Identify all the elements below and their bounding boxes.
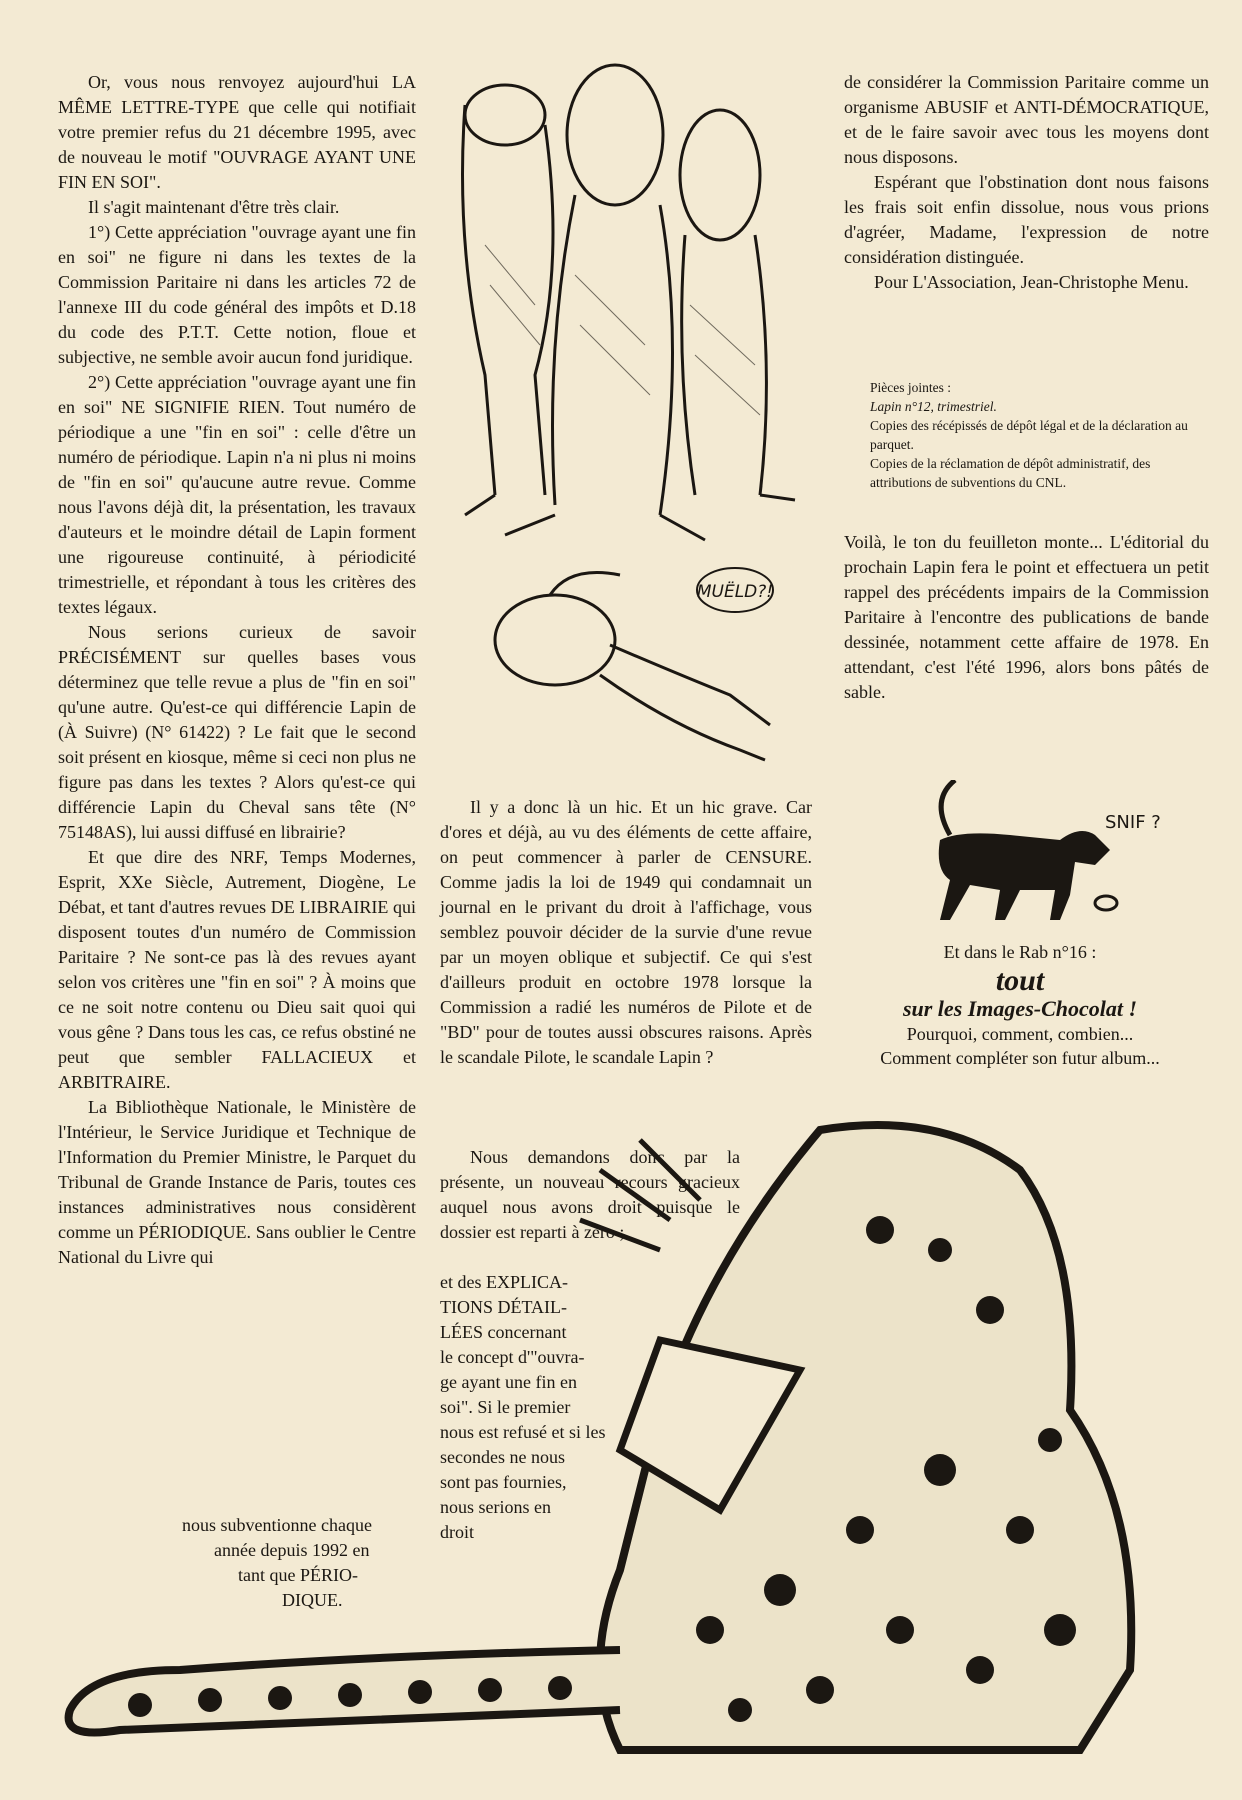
note: Copies des récépissés de dépôt légal et de la déclaration au parquet. [870,418,1188,452]
column-middle [440,795,812,1070]
tail-line: année depuis 1992 en [214,1540,370,1560]
bubble-text: MUËLD?! [696,582,774,602]
column-left [58,70,416,1270]
column-right [844,70,1209,295]
epilogue [844,530,1209,705]
bubble-text: SNIF ? [1105,812,1161,833]
figures-illustration [445,45,805,550]
text-line: TIONS DÉTAIL- [440,1297,568,1317]
note: Pièces jointes : [870,380,951,395]
paragraph: Il y a donc là un hic. Et un hic grave. Car d'ores et déjà, au vu des éléments de cette affaire, on peut commencer à parler de CENSURE. Comme jadis la loi de 1949 qui condamnait un journal en le privant du droit à l'affichage, vous semblez pouvoir décider de la survie d'une revue par un moyen oblique et subjectif. Ce qui s'est d'ailleurs produit en octobre 1978 lorsque la Commission a radié les numéros de Pilote et de "BD" pour de toutes aussi obscures raisons. Après le scandale Pilote, le scandale Lapin ? [440,797,812,1067]
signature: Pour L'Association, Jean-Christophe Menu. [874,272,1189,292]
tail-line: tant que PÉRIO- [238,1565,358,1585]
text-line: droit [440,1522,474,1542]
text-line: le concept d'"ouvra- [440,1347,585,1367]
paragraph: La Bibliothèque Nationale, le Ministère de l'Intérieur, le Service Juridique et Technique de l'Information du Premier Ministre, le Parquet du Tribunal de Grande Instance de Paris, toutes ces instances administratives nous considèrent comme un PÉRIODIQUE. Sans oublier le Centre National du Livre qui [58,1097,416,1267]
text-line: nous est refusé et si les [440,1422,606,1442]
paragraph: Espérant que l'obstination dont nous faisons les frais soit enfin dissolue, nous vous prions d'agréer, Madame, l'expression de notre considération distinguée. [844,172,1209,267]
leopard-illustration [60,1110,1200,1770]
paragraph: Nous demandons donc par la présente, un nouveau recours gracieux auquel nous avons droit puisque le dossier est reparti à zéro ; [440,1147,740,1242]
text-line: sont pas fournies, [440,1472,567,1492]
paragraph: de considérer la Commission Paritaire comme un organisme ABUSIF et ANTI-DÉMOCRATIQUE, et de le faire savoir avec tous les moyens dont nous disposons. [844,72,1209,167]
rab-line: Comment compléter son futur album... [880,1048,1160,1068]
paragraph: Nous serions curieux de savoir PRÉCISÉMENT sur quelles bases vous déterminez que telle revue a plus de "fin en soi" qu'une autre. Qu'est-ce qui différencie Lapin de (À Suivre) (N° 61422) ? Le fait que le second soit présent en kiosque, même si ceci non plus ne figure pas dans les textes ? Alors qu'est-ce qui différencie Lapin du Cheval sans tête (N° 75148AS), lui aussi diffusé en librairie? [58,622,416,842]
rab-headline: tout [995,964,1045,997]
text-line: et des EXPLICA- [440,1272,568,1292]
attachments [870,378,1210,492]
tail-line: DIQUE. [282,1590,343,1610]
text-line: soi". Si le premier [440,1397,571,1417]
dog-illustration [910,780,1170,930]
tail-line: nous subventionne chaque [182,1515,372,1535]
text-line: secondes ne nous [440,1447,565,1467]
lying-figure-illustration [480,555,800,770]
rab-announcement [820,940,1220,1070]
note: Copies de la réclamation de dépôt administratif, des attributions de subventions du CNL. [870,456,1151,490]
paragraph: Il s'agit maintenant d'être très clair. [88,197,340,217]
rab-line: Et dans le Rab n°16 : [943,942,1097,962]
note: Lapin n°12, trimestriel. [870,399,997,414]
paragraph: 2°) Cette appréciation "ouvrage ayant une fin en soi" NE SIGNIFIE RIEN. Tout numéro de périodique a une "fin en soi" : celle d'être un numéro de périodique. Lapin n'a ni plus ni moins de "fin en soi" qu'aucune autre revue. Comme nous l'avons déjà dit, la présentation, les travaux d'auteurs et le moindre détail de Lapin forment une rigoureuse continuité, à périodicité trimestrielle, et répondant à tous les critères des textes légaux. [58,372,416,617]
text-line: ge ayant une fin en [440,1372,577,1392]
paragraph: 1°) Cette appréciation "ouvrage ayant une fin en soi" ne figure ni dans les textes de la Commission Paritaire ni dans les articles 72 de l'annexe III du code général des impôts et D.18 du code des P.T.T. Cette notion, floue et subjective, ne semble avoir aucun fond juridique. [58,222,416,367]
paragraph: Voilà, le ton du feuilleton monte... L'éditorial du prochain Lapin fera le point et effectuera un petit rappel des précédents impairs de la Commission Paritaire à l'encontre des publications de bande dessinée, notamment cette affaire de 1978. En attendant, c'est l'été 1996, alors bons pâtés de sable. [844,532,1209,702]
paragraph: Et que dire des NRF, Temps Modernes, Esprit, XXe Siècle, Autrement, Diogène, Le Débat, et tant d'autres revues DE LIBRAIRIE qui disposent toutes d'un numéro de Commission Paritaire ? Ne sont-ce pas là des revues ayant selon vos critères une "fin en soi" ? À moins que ce ne soit notre contenu ou Dieu sait quoi qui vous gêne ? Dans tous les cas, ce refus obstiné ne peut que sembler FALLACIEUX et ARBITRAIRE. [58,847,416,1092]
text-line: LÉES concernant [440,1322,567,1342]
rab-line: Pourquoi, comment, combien... [906,1024,1134,1044]
text-line: nous serions en [440,1497,551,1517]
rab-subheadline: sur les Images-Chocolat ! [902,996,1138,1021]
paragraph: Or, vous nous renvoyez aujourd'hui LA MÊME LETTRE-TYPE que celle qui notifiait votre premier refus du 21 décembre 1995, avec de nouveau le motif "OUVRAGE AYANT UNE FIN EN SOI". [58,72,416,192]
